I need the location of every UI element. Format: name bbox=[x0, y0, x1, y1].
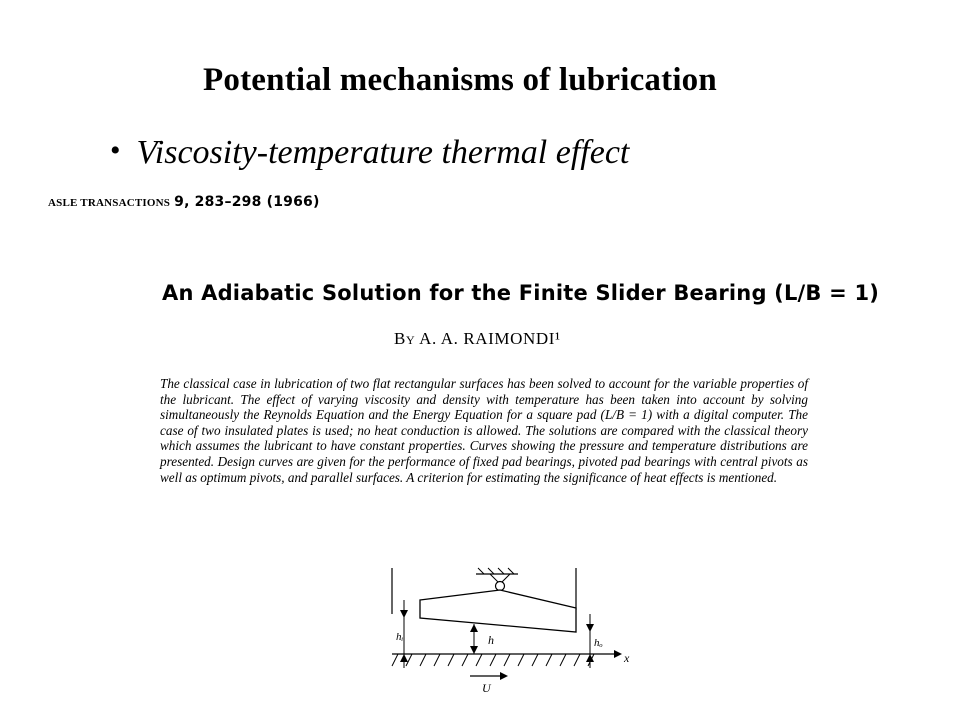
ground-hatch bbox=[462, 654, 468, 666]
pivot-circle bbox=[496, 582, 505, 591]
pivot-hatch bbox=[508, 568, 514, 574]
label-ho: hₒ bbox=[594, 637, 603, 649]
ground-hatch bbox=[546, 654, 552, 666]
bullet-text: Viscosity-temperature thermal effect bbox=[136, 134, 630, 171]
ground-hatch bbox=[420, 654, 426, 666]
ground-hatch bbox=[448, 654, 454, 666]
journal-citation bbox=[48, 194, 320, 210]
label-h: h bbox=[488, 633, 494, 647]
paper-title: An Adiabatic Solution for the Finite Slider Bearing (L/B = 1) bbox=[162, 281, 880, 305]
label-x: x bbox=[624, 651, 630, 665]
ground-hatch bbox=[504, 654, 510, 666]
h-arrow-top bbox=[470, 624, 478, 632]
pivot-hatch bbox=[498, 568, 504, 574]
pivot-hatch bbox=[478, 568, 484, 574]
ground-hatch bbox=[574, 654, 580, 666]
ground-hatch bbox=[476, 654, 482, 666]
ground-hatch bbox=[392, 654, 398, 666]
ho-arrow-top bbox=[586, 624, 594, 632]
x-axis-arrow bbox=[614, 650, 622, 658]
h-arrow-bottom bbox=[470, 646, 478, 654]
slide-title: Potential mechanisms of lubrication bbox=[203, 62, 717, 98]
citation-details: 9, 283–298 (1966) bbox=[174, 194, 320, 210]
paper-abstract: The classical case in lubrication of two flat rectangular surfaces has been solved to account for the variable properties of the lubricant. The effect of varying viscosity and density with temperature has been taken into account by solving simultaneously the Reynolds Equation and the Energy Equation for a square pad (L/B = 1) with a digital computer. The case of two insulated plates is used; no heat conduction is allowed. The solutions are compared with the classical theory which assumes the lubricant to have constant properties. Curves showing the pressure and temperature distributions are presented. Design curves are given for the performance of fixed pad bearings, pivoted pad bearings with central pivots as well as optimum pivots, and parallel surfaces. A criterion for estimating the significance of heat effects is mentioned. bbox=[160, 376, 808, 485]
ground-hatch bbox=[532, 654, 538, 666]
u-velocity-arrow bbox=[500, 672, 508, 680]
ho-arrow-bottom bbox=[586, 654, 594, 662]
ground-hatch bbox=[434, 654, 440, 666]
pivot-hatch bbox=[488, 568, 494, 574]
bullet-marker: • bbox=[110, 134, 121, 167]
ground-hatch bbox=[518, 654, 524, 666]
label-u: U bbox=[482, 681, 491, 695]
paper-author: By A. A. RAIMONDI¹ bbox=[394, 329, 561, 348]
bullet-item bbox=[110, 134, 629, 172]
ground-hatch bbox=[490, 654, 496, 666]
citation-journal: ASLE TRANSACTIONS bbox=[48, 197, 171, 209]
slider-pad bbox=[420, 590, 576, 632]
ground-hatch bbox=[560, 654, 566, 666]
hi-arrow-bottom bbox=[400, 654, 408, 662]
ground-hatching bbox=[392, 654, 594, 666]
slider-bearing-diagram bbox=[384, 560, 644, 720]
hi-arrow-top bbox=[400, 610, 408, 618]
label-hi: hᵢ bbox=[396, 631, 404, 643]
